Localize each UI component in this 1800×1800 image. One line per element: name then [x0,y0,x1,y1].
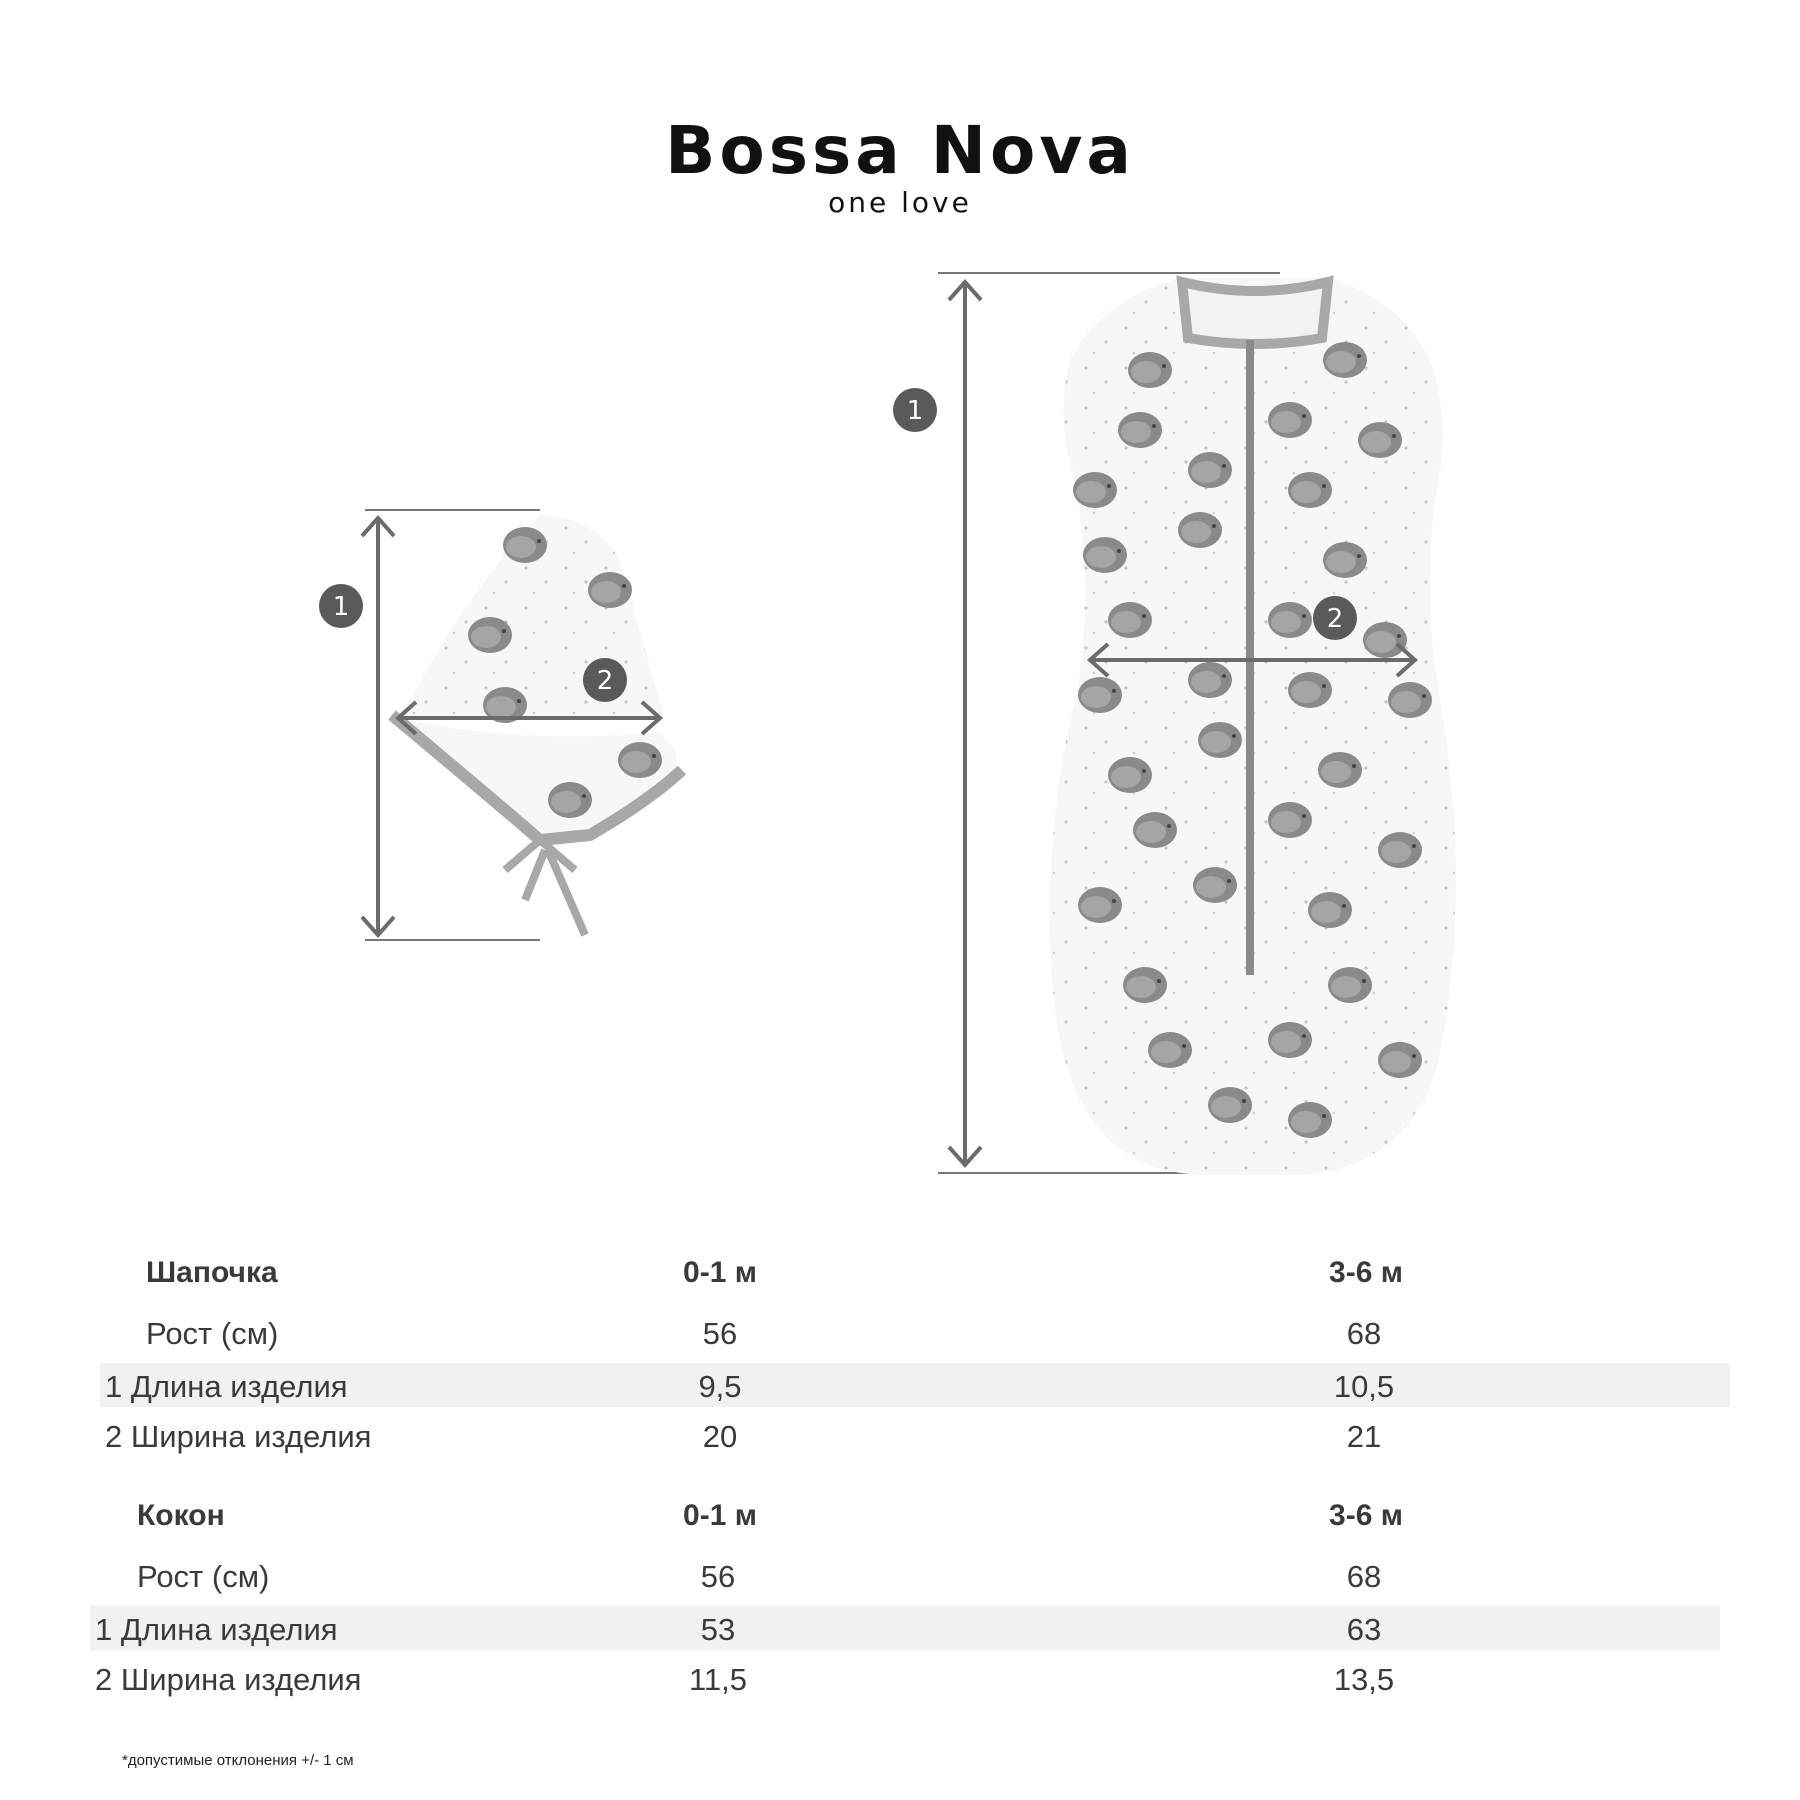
bonnet-illustration [365,510,682,940]
row-value: 53 [700,1612,736,1647]
svg-text:1: 1 [332,592,350,622]
row-label: 1 Длина изделия [105,1369,348,1404]
tolerance-footnote: *допустимые отклонения +/- 1 см [122,1752,354,1769]
row-value: 56 [702,1316,738,1351]
row-value: 21 [1346,1419,1382,1454]
brand-logo-title: Bossa Nova [665,112,1135,189]
row-value: 9,5 [698,1369,742,1404]
table-row [90,1656,1720,1700]
bonnet-width-marker [583,658,627,702]
row-value: 20 [702,1419,738,1454]
table-row [90,1606,1720,1650]
table-header-row [100,1250,1730,1294]
svg-text:1: 1 [906,396,924,426]
table-row [100,1413,1730,1457]
row-label: Рост (см) [137,1559,270,1594]
size-header: 0-1 м [683,1499,757,1532]
cocoon-size-table [90,1493,1720,1713]
row-label: 2 Ширина изделия [105,1419,372,1454]
row-value: 68 [1346,1559,1382,1594]
cocoon-width-marker [1313,596,1357,640]
row-label: 2 Ширина изделия [95,1662,362,1697]
row-value: 13,5 [1333,1662,1395,1697]
row-value: 68 [1346,1316,1382,1351]
table-row [100,1310,1730,1354]
cocoon-length-marker [893,388,937,432]
row-value: 56 [700,1559,736,1594]
cocoon-length-arrow [949,282,981,1165]
row-value: 10,5 [1333,1369,1395,1404]
size-header: 3-6 м [1329,1499,1403,1532]
table-header-row [90,1493,1720,1537]
row-label: Рост (см) [146,1316,279,1351]
cocoon-illustration [938,273,1456,1175]
product-name: Кокон [137,1499,225,1532]
table-row [100,1363,1730,1407]
product-name: Шапочка [146,1256,278,1289]
table-row [90,1553,1720,1597]
row-label: 1 Длина изделия [95,1612,338,1647]
bonnet-length-marker [319,584,363,628]
svg-text:2: 2 [1326,604,1344,634]
bonnet-size-table [100,1250,1730,1470]
size-header: 0-1 м [683,1256,757,1289]
row-value: 63 [1346,1612,1382,1647]
brand-tagline: one love [828,186,972,219]
bonnet-length-arrow [362,518,394,935]
size-header: 3-6 м [1329,1256,1403,1289]
svg-text:2: 2 [596,666,614,696]
row-value: 11,5 [688,1662,748,1697]
